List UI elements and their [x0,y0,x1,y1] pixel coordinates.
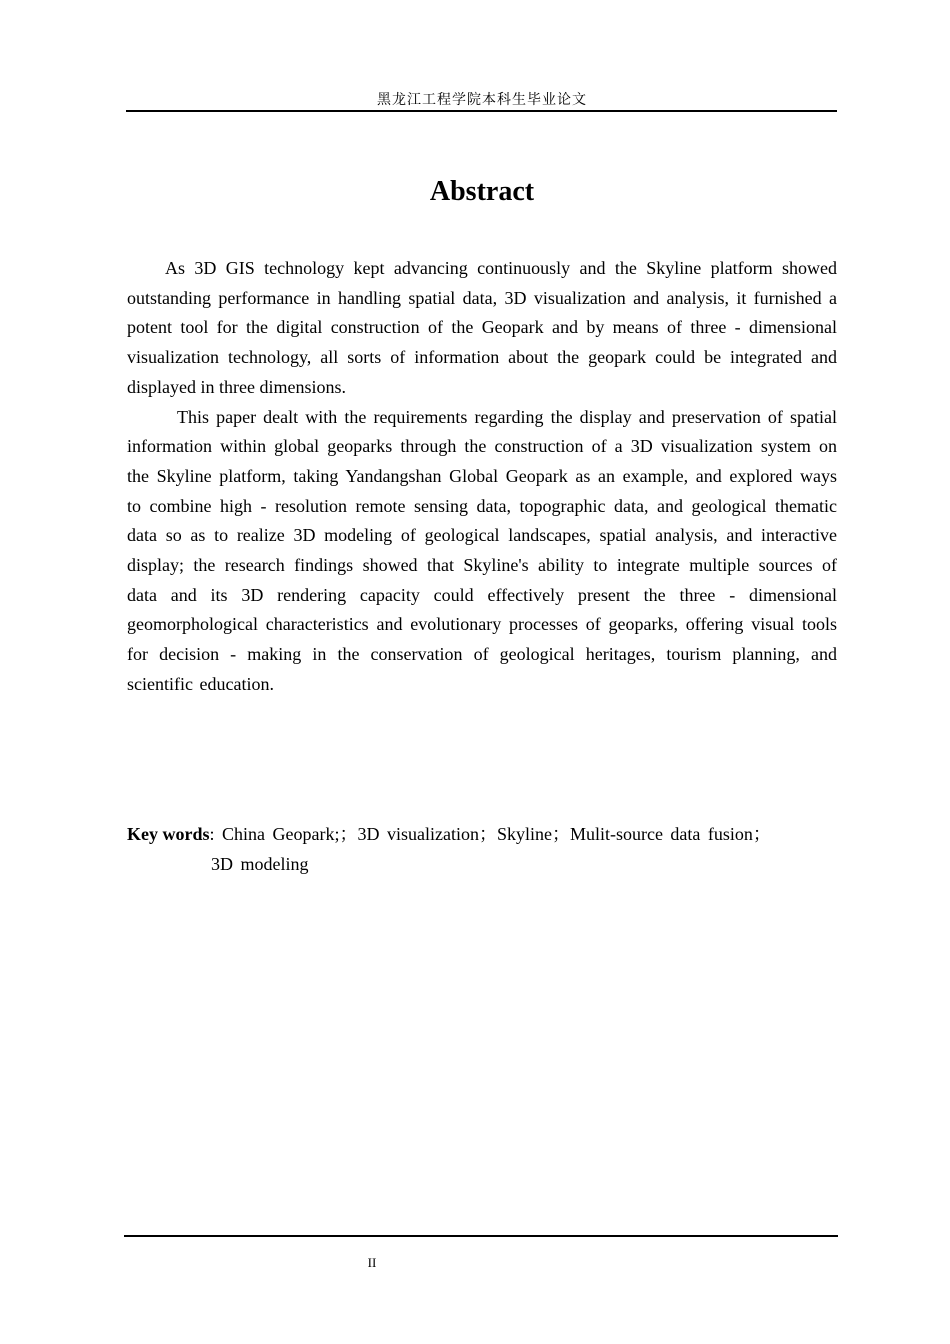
header-divider [126,110,837,112]
keywords-block [127,819,837,879]
abstract-body [127,254,837,700]
keywords-list-line-2: 3D modeling [211,854,309,874]
running-header: 黑龙江工程学院本科生毕业论文 [377,92,587,108]
page-title: Abstract [429,176,535,207]
abstract-paragraph-1: As 3D GIS technology kept advancing continuously and the Skyline platform showed outstanding performance in handling spatial data, 3D visualization and analysis, it furnished a potent tool for the digital construction of the Geopark and by means of three - dimensional visualization technology, all sorts of information about the geopark could be integrated and displayed in three dimensions. [127,258,837,397]
abstract-paragraph-2: This paper dealt with the requirements regarding the display and preservation of spatial information within global geoparks through the construction of a 3D visualization system on the Skyline platform, taking Yandangshan Global Geopark as an example, and explored ways to combine high - resolution remote sensing data, topographic data, and geological thematic data so as to realize 3D modeling of geological landscapes, spatial analysis, and interactive display; the research findings showed that Skyline's ability to integrate multiple sources of data and its 3D rendering capacity could effectively present the three - dimensional geomorphological characteristics and evolutionary processes of geoparks, offering visual tools for decision - making in the conservation of geological heritages, tourism planning, and scientific education. [127,406,837,694]
footer-divider [124,1235,838,1237]
keywords-list-line-1: : China Geopark;；3D visualization；Skyline；Mulit-source data fusion； [209,824,771,844]
keywords-label: Key words [127,824,210,844]
page-number: II [367,1255,377,1270]
